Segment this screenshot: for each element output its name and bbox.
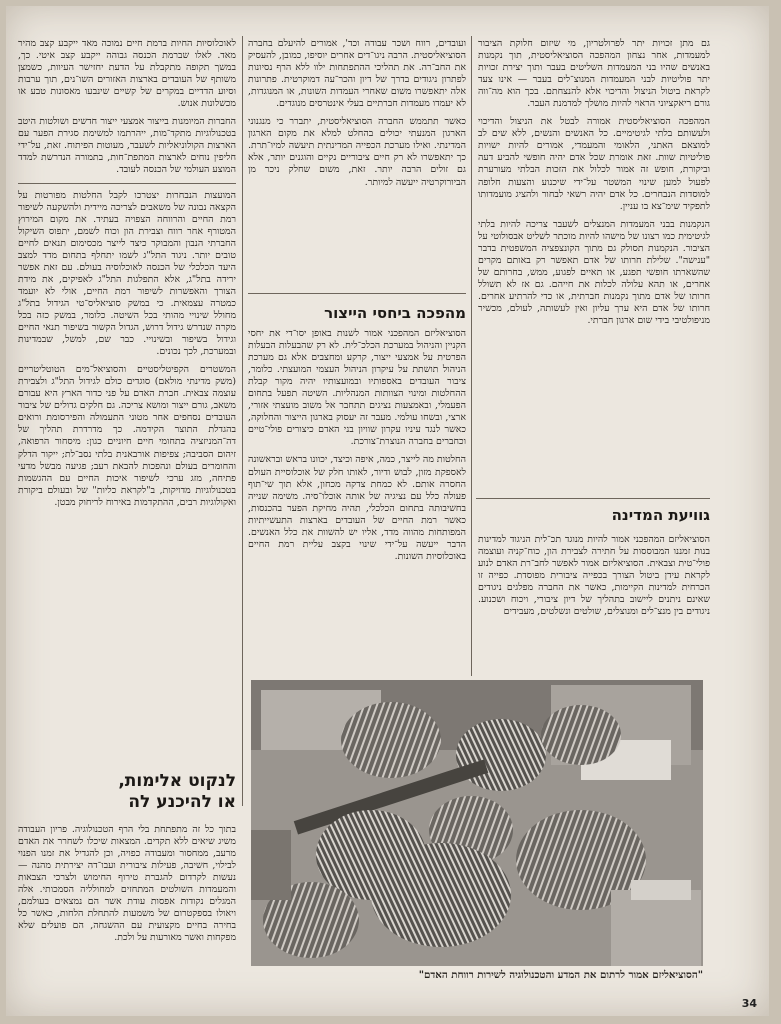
column-left-lower <box>18 824 236 1010</box>
column-right <box>478 38 710 491</box>
section-divider <box>476 498 710 499</box>
page-number: 34 <box>741 997 757 1010</box>
heading-line: לנקוט אלימות, <box>118 771 236 791</box>
paragraph: בתוך כל זה מתפתחת בלי הרף הטכנולוגיה. פריון העבודה משיג שיאים ללא תקדים. המצאות שיכלו לשחרר את האדם מרעב, ממחסור ומעבודה כפויה, וכן להגדיל את זמנו הפנוי לבילוי, חשיבה, פעילות ציבורית ועבו־דה יצירתית מהנה — נעשות לקרדום להגברת טירוף החימוש ולצרכי הצבאות והמעמדות השולטים המתחזים למחולליה הסמכותי. אלה המגלים נקודות אפסות עודת אשר הם נמצאים בעולמם, ויאולו בספקטרום של משמעות להתחלת הלחות, כאשר כל בחירה בחיים מקצועית עם ההשגחה, הם פועלים שלא מפקחות ואשר מאורעות על ולכת. <box>18 824 236 944</box>
paragraph: הסוציאליזם המהפכני אמור להיות מנוגד תכ־לית הניגוד למדינות בנות זמננו המבוססות על חתירה לצבירת הון, כוח־קניה ועוצמה פולי־טית וצבאית. הסוציאליזם אמור לאפשר לחב־רת האדם לנוע לקראת עידן ביטול הצורך בכפייה ציבורית מפוסדת. כפייה זו הכרחית למדינות הקיימות, כאשר את החברה מפלגים ניגודים שאינם ניתנים ליישוב בתהליך של דיון ציבורי, ויכוח ושכנוע. ניגודים בין מנצ־לים ומנוצלים, שולטים ונשלטים, מעבידים <box>478 534 710 618</box>
column-middle-bottom <box>248 328 466 674</box>
section-heading-production: מהפכה ביחסי הייצור <box>324 304 466 322</box>
paragraph: הסוציאליזם המהפכני אמור לשנות באופן יסו־די את יחסי הקניין והניהול במערכת הכלכ־לית. לא רק שהבעלות הבעלות הפרטית על אמצעי ייצור, קרקע ומחצבים אלא גם מערכת הניהול תושתת על עיקרון הניהול העצמי המועצתי. כלומר, ציבור העובדים באספותיו ובמועצותיו יהיה מקור קבלת ההחלטות ומינוי הצוותות המנהליות. השיטה תפעל בתחום הפעמלי, ובאמצעות נציגים תתחבר אל משוב מועצתי אזורי, ארצי, ובשחו עולמי. מעבר זה יעסוק בארגון הייצור והחלוקה, כאשר לנגד עיניו עקרון שוויון בני האדם כיצורים פולי־טיים וכחברים בחברה הנוצרת־צורכת. <box>248 328 466 448</box>
turbine-photo <box>251 680 703 966</box>
column-right-lower <box>478 534 710 674</box>
paragraph: החברות המיומנות בייצור אמצעי ייצור חדשים ושולטות היטב בטכנולוגיות מתקד־מות, ייהרתמו למשימת סגירת הפער עם הארצות הקולוניאליות לשעבר, מעוטות הפיתוח. זאת, על־ידי חליפין נוחים לארצות המתפת־חות, בתמורה הנדרשת למדד המוצע העולמי של הכנסה לעובד. <box>18 116 236 176</box>
paragraph: המועצות הנבחרות יצטרכו לקבל החלטות מפורטות על הקצאה נבונה של משאבים לצריכה מיידית ולהשקעה לשיפור רמת החיים והרווחה הצפויה בעתיד. את מקום המירוץ המטורף אחר רווח וצבירת הון וכוח לשמם, יתפוס השיקול החברתי הנבון והמבוקר כיצד לייצר מכסימום תנאים לחיים טובים יותר. ניגוד התל"ג לשמו יתחלף בתחום מדד למצב היעד הכלכלי של הכנסה לאוכלוסיה בעולם. עם זאת אפשר ירידה בתל"ג, אלא התפלגות התל"ג לאפיקים, את מידת הצורך והאפשרות לשיפור רמת החיים, אולי לא יועמד כמטרה עצמאית. כי במשק סוציאליס־טי הגידול בתל"ג מחולל שינויי מהותי בכל השיטה. כלומר, במשק כזה בכל מקרה שנדרש גידול דרוש, הגדול הקשור בשיפור תנאי החיים וגידול בשיפור ובשינויי. כבר שם, למשל, שבמדינות ובמערכת, לכך נכונים. <box>18 189 236 358</box>
paragraph: הנקמנות בבני המעמדות המנצלים לשעבר צריכה להיות בלתי לגיטימית כמו רצונו של מישהו להיות מוכתר לשליט אבסולוטי על הציבור. הנקמנות תסולק גם מתוך הקונצפציה המשפטית בדבר "ענישה". שלילת חרותו של אדם תאפשר רק באותם מקרים שהשארתו חופשי תפגע, או תאיים לפגוע, ממש, בחרותם של אחרים, או תהא עלולה לכלות את חייהם. גם אז לא תשולל חרותו של אדם מתוך נקמנות חברתית, או כדי להרתיע אחרים. חרותו של אדם היא ערך עליון ואין לעשותה, לעולם, מכשיר מניפולטיבי בידי שום ארגון חברתי. <box>478 218 710 327</box>
turbine-illustration <box>251 680 703 966</box>
photo-caption: "הסוציאליזם אמור לרתום את המדע והטכנולוגיה לשירות רווחת האדם" <box>418 969 703 981</box>
paragraph: המהפכה הסוציאליסטית אמורה לבטל את הניצול והדיכוי ולעשותם בלתי לגיטימיים. כל האנשים והנשים, ללא שים לב למוצאם האתני, הלאומי והמעמדי, אמורים להיות ישויות פוליטיות שוות. זאת אומרת שכל אדם יהיה חופשי להביע דעה וביקורת, חופש זה אמור לכלול את הזכות הבלתי מעורערת לפעול למען שינוי המשטר על־ידי שיכנוע והצעות חלופה למוסדות הנבחרים. כל אדם יהיה רשאי לבחור ולהציג מועמדותו לתפקיד שימ־צא בו עניין. <box>478 116 710 212</box>
heading-line: או להיכנע לה <box>128 792 236 812</box>
paragraph: החלטות מה לייצר, כמה, איפה וכיצד, יכוונו בראש ובראשונה לאספקת מזון, לבוש ודיור, לאותו חלק של אוכלוסיית העולם החסרה אותם. לא כמחת צדקה מכחון, אלא תוך שי־תוף פעולה כלל עם נציגיה של אותה אוכלו־סיה. משימה שנייה בחשיבותה בתחום הכלכלי, תהיה מחיקת הפער בהכנסות, כאשר רמת החיים של העובדים בארצות התעשייתיות המפותחות מהווה מדד, אליו יש להשוות את כלל האנשים. הדבר ייעשה על־ידי שינוי בקצב עליית רמת החיים באוכלוסיות השונות. <box>248 454 466 562</box>
paragraph: גם מתן זכויות יתר לפרולטריון, מי שיזום חלוקת הציבור למעמדות, אחר נצחון המהפכה הסוציאליסטית, תוך נקמנות באנשים שהיו בני המעמדות השליטים בעבר ותוך יצירת זכויות יתר פוליטיות לבני המעמדות המנוצ־לים בעבר — אינו צעד לקראת ביטול הניצול והדיכוי אלא להנצחתם. בכך הוא מה־ווה גורם ריאקציוני הראוי להיות מושלך למדמנת העבר. <box>478 38 710 110</box>
paragraph: ועובדים, רווח ושכר עבודה וכד', אמורים להיעלם בחברה הסוציאליסטית. הרבה ניגו־דים אחרים יוסיפו, כמובן, להעסיק את החב־רה. את תהליכי ההתפתחות ילוו ללא הרף נסיונות לפתרון ניגודים בדרך של דיון והכר־עה דמוקרטית. פתרונות אלה יתאפשרו משום שאחרי העמדות השונות, או המנוגדות, לא יעמדו מעמדות חברתיים בעלי אינטרסים מנוגדים. <box>248 38 466 110</box>
paragraph: המשטרים הקפיטליסטיים והסוציאל־מים הטוטליטריים (משק מדינתי מולאם) סוגדים כולם לגידול התל"ג ולצבירת עוצמה צבאית. חברת האדם על פני כדור הארץ היא עבורם משאב, גורם ייצור ומושא צריכה. גם חלקים גדולים של ציבור העובדים נסחפים אחר מטוני התעמולה והפירסומת ורואים בהגדלת התוצר הקידמה. כך מדרדרת תהליך של דה־המניזציה בתחומי חיים חיוניים כגון: מיסחור הרפואה, זיהום הסביבה; צפיפות אורבאנית בלתי נסב־לת; ייקור הדלק והחומרים בעולם ונהפכות להבאת רעב; פגיעה מבשל מדעי פתיחה, מזג ערכי לשיפור איכות החיים עם ההגשמות בטכנולוגיות מדויקות, ב"לקראת כליות" של ובעולם ביקורת ואקולוגיות רבים, ההתקדמות באירוח לריחוק מבטן. <box>18 364 236 508</box>
section-heading-closing <box>18 771 236 813</box>
paragraph: לאוכלוסיות החיות ברמת חיים נמוכה מאד ייקבע קצב מהיר מאד. לאלו שברמת הכנסה גבוהה ייקבע קצב איטי. כך, במשך תקופה מתקבלת על הדעת יחזישר העיוות, כשמצן משותף של העובדים בארצות האזורים השו־נים, תוך ערבות וסיוע הדדיים במקרים של קשיים שינבעו מאסונות טבע או מכשלונות אנוש. <box>18 38 236 110</box>
column-rule <box>471 36 472 676</box>
column-rule <box>242 36 243 806</box>
column-left <box>18 38 236 748</box>
paragraph: כאשר תתממש החברה הסוציאליסטית, יתברר כי מנגנוני הארגון המנעתי יכולים בהחלט למלא את מקום הארגון המדינתי. ואילו מערכת הכפייה המדינתית תיעשה למיו־תרת. כך יתאפשרו לא רק חיים ציבוריים נקיים והוגנים יותר, אלא גם זולים הרבה יותר. זאת, משום שחלק ניכר מן הביורוקרטיה ייעשה למיותר. <box>248 116 466 188</box>
magazine-page <box>6 6 769 1016</box>
section-heading-state: גוויעת המדינה <box>611 506 710 524</box>
paragraph-divider <box>18 183 236 184</box>
section-divider <box>248 293 466 294</box>
